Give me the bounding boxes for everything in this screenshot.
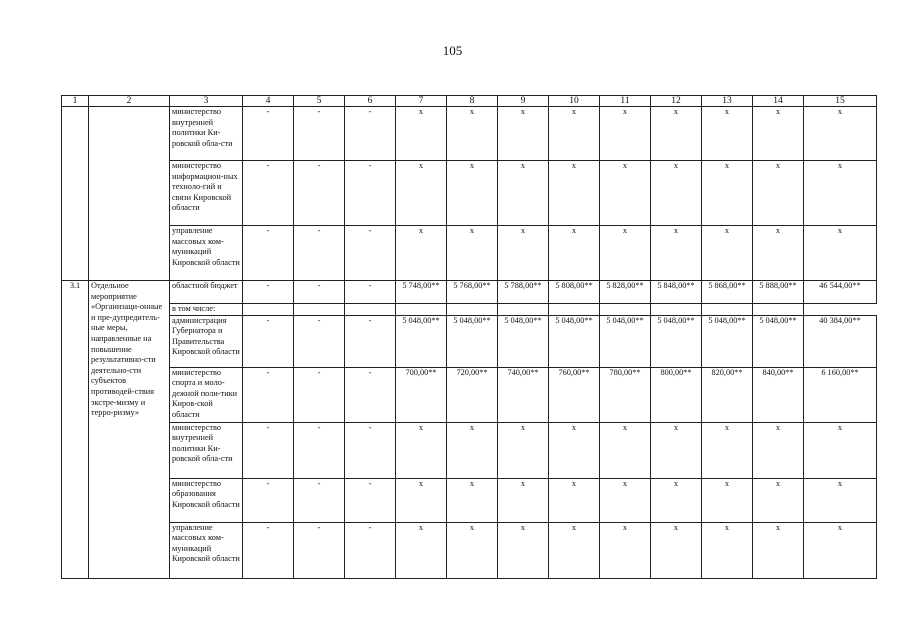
- value-cell: х: [651, 161, 702, 226]
- value-cell: х: [498, 226, 549, 281]
- value-cell: х: [396, 478, 447, 522]
- value-cell: х: [396, 161, 447, 226]
- value-cell: 820,00**: [702, 367, 753, 422]
- value-cell: х: [447, 478, 498, 522]
- value-cell: х: [753, 161, 804, 226]
- value-cell: -: [294, 161, 345, 226]
- value-cell: х: [549, 478, 600, 522]
- column-header: 6: [345, 96, 396, 107]
- value-cell: -: [294, 226, 345, 281]
- value-cell: 780,00**: [600, 367, 651, 422]
- value-cell: -: [294, 367, 345, 422]
- budget-table: [61, 95, 877, 579]
- column-header: 14: [753, 96, 804, 107]
- value-cell: х: [447, 107, 498, 161]
- org-cell: министерство спорта и моло-дежной поли-тики Киров-ской области: [170, 367, 243, 422]
- value-cell: х: [804, 226, 877, 281]
- table-row: [62, 478, 877, 522]
- value-cell: х: [600, 226, 651, 281]
- value-cell: х: [600, 478, 651, 522]
- value-cell: х: [753, 522, 804, 578]
- value-cell: х: [498, 522, 549, 578]
- value-cell: х: [804, 522, 877, 578]
- value-cell: 5 048,00**: [396, 315, 447, 367]
- value-cell: х: [549, 522, 600, 578]
- value-cell: 840,00**: [753, 367, 804, 422]
- value-cell: х: [447, 161, 498, 226]
- table-row: [62, 107, 877, 161]
- value-cell: х: [651, 107, 702, 161]
- including-label: в том числе:: [170, 304, 243, 316]
- value-cell: х: [651, 226, 702, 281]
- value-cell: 700,00**: [396, 367, 447, 422]
- value-cell: -: [345, 367, 396, 422]
- item-number-cell: [62, 107, 89, 281]
- value-cell: -: [294, 281, 345, 304]
- column-number-row: [62, 96, 877, 107]
- column-header: 7: [396, 96, 447, 107]
- value-cell: 5 048,00**: [600, 315, 651, 367]
- column-header: 13: [702, 96, 753, 107]
- value-cell: -: [243, 522, 294, 578]
- value-cell: х: [702, 522, 753, 578]
- value-cell: х: [600, 107, 651, 161]
- org-cell: министерство внутренней политики Ки-ровской обла-сти: [170, 107, 243, 161]
- table-row: [62, 281, 877, 304]
- table-row: [62, 315, 877, 367]
- value-cell: х: [804, 107, 877, 161]
- org-cell: управление массовых ком-муникаций Кировской области: [170, 522, 243, 578]
- value-cell: -: [243, 281, 294, 304]
- table-row: [62, 304, 877, 316]
- column-header: 9: [498, 96, 549, 107]
- value-cell: х: [753, 226, 804, 281]
- value-cell: х: [396, 422, 447, 478]
- column-header: 1: [62, 96, 89, 107]
- value-cell: х: [600, 422, 651, 478]
- value-cell: -: [345, 522, 396, 578]
- value-cell: -: [243, 107, 294, 161]
- org-cell: министерство внутренней политики Ки-ровской обла-сти: [170, 422, 243, 478]
- value-cell: х: [702, 478, 753, 522]
- value-cell: -: [345, 161, 396, 226]
- value-cell: х: [549, 422, 600, 478]
- value-cell: х: [651, 422, 702, 478]
- value-cell: -: [243, 478, 294, 522]
- value-cell: х: [753, 422, 804, 478]
- value-cell: х: [396, 522, 447, 578]
- value-cell: х: [600, 522, 651, 578]
- value-cell: х: [447, 522, 498, 578]
- value-cell: х: [549, 161, 600, 226]
- item-title-cell: Отдельное мероприятие «Организаци-онные и пре-дупредитель-ные меры, направленные на повышение результативно-сти деятельно-сти субъектов противодей-ствия экстре-мизму и терро-ризму»: [89, 281, 170, 579]
- column-header: 15: [804, 96, 877, 107]
- value-cell: х: [702, 161, 753, 226]
- value-cell: х: [498, 161, 549, 226]
- org-cell: управление массовых ком-муникаций Кировской области: [170, 226, 243, 281]
- value-cell: 5 048,00**: [702, 315, 753, 367]
- column-header: 12: [651, 96, 702, 107]
- value-cell: х: [804, 422, 877, 478]
- value-cell: 5 048,00**: [498, 315, 549, 367]
- value-cell: -: [294, 107, 345, 161]
- column-header: 4: [243, 96, 294, 107]
- table-row: [62, 161, 877, 226]
- value-cell: х: [396, 226, 447, 281]
- value-cell: 5 048,00**: [447, 315, 498, 367]
- column-header: 5: [294, 96, 345, 107]
- value-cell: 40 384,00**: [804, 315, 877, 367]
- value-cell: 760,00**: [549, 367, 600, 422]
- value-cell: х: [804, 161, 877, 226]
- value-cell: -: [345, 478, 396, 522]
- value-cell: 5 048,00**: [549, 315, 600, 367]
- value-cell: -: [294, 315, 345, 367]
- table-row: [62, 522, 877, 578]
- table-row: [62, 226, 877, 281]
- value-cell: -: [294, 522, 345, 578]
- column-header: 11: [600, 96, 651, 107]
- value-cell: -: [345, 422, 396, 478]
- org-cell: администрация Губернатора и Правительства Кировской области: [170, 315, 243, 367]
- value-cell: х: [447, 422, 498, 478]
- value-cell: 5 848,00**: [651, 281, 702, 304]
- item-number-cell: 3.1: [62, 281, 89, 579]
- value-cell: 5 888,00**: [753, 281, 804, 304]
- item-title-cell: [89, 107, 170, 281]
- column-header: 10: [549, 96, 600, 107]
- value-cell: -: [345, 315, 396, 367]
- org-cell: областной бюджет: [170, 281, 243, 304]
- org-cell: министерство образования Кировской области: [170, 478, 243, 522]
- value-cell: -: [345, 281, 396, 304]
- value-cell: -: [294, 422, 345, 478]
- value-cell: 46 544,00**: [804, 281, 877, 304]
- value-cell: -: [243, 315, 294, 367]
- value-cell: -: [294, 478, 345, 522]
- value-cell: х: [651, 478, 702, 522]
- value-cell: х: [498, 107, 549, 161]
- value-cell: 5 048,00**: [753, 315, 804, 367]
- page-number: 105: [442, 43, 463, 58]
- value-cell: х: [498, 478, 549, 522]
- value-cell: 5 828,00**: [600, 281, 651, 304]
- value-cell: -: [243, 226, 294, 281]
- org-cell: министерство информацион-ных техноло-гий и связи Кировской области: [170, 161, 243, 226]
- value-cell: -: [345, 226, 396, 281]
- value-cell: х: [396, 107, 447, 161]
- value-cell: х: [549, 107, 600, 161]
- column-header: 3: [170, 96, 243, 107]
- value-cell: 740,00**: [498, 367, 549, 422]
- value-cell: х: [600, 161, 651, 226]
- column-header: 8: [447, 96, 498, 107]
- value-cell: х: [447, 226, 498, 281]
- value-cell: -: [243, 161, 294, 226]
- value-cell: 5 048,00**: [651, 315, 702, 367]
- value-cell: х: [702, 226, 753, 281]
- value-cell: х: [651, 522, 702, 578]
- value-cell: 5 808,00**: [549, 281, 600, 304]
- value-cell: 800,00**: [651, 367, 702, 422]
- value-cell: 720,00**: [447, 367, 498, 422]
- table-row: [62, 422, 877, 478]
- value-cell: 5 788,00**: [498, 281, 549, 304]
- value-cell: 5 748,00**: [396, 281, 447, 304]
- value-cell: х: [702, 422, 753, 478]
- value-cell: -: [345, 107, 396, 161]
- value-cell: х: [498, 422, 549, 478]
- value-cell: х: [753, 478, 804, 522]
- value-cell: 6 160,00**: [804, 367, 877, 422]
- value-cell: х: [549, 226, 600, 281]
- value-cell: х: [804, 478, 877, 522]
- value-cell: х: [702, 107, 753, 161]
- column-header: 2: [89, 96, 170, 107]
- value-cell: 5 868,00**: [702, 281, 753, 304]
- table-row: [62, 367, 877, 422]
- value-cell: х: [753, 107, 804, 161]
- value-cell: 5 768,00**: [447, 281, 498, 304]
- value-cell: -: [243, 367, 294, 422]
- value-cell: -: [243, 422, 294, 478]
